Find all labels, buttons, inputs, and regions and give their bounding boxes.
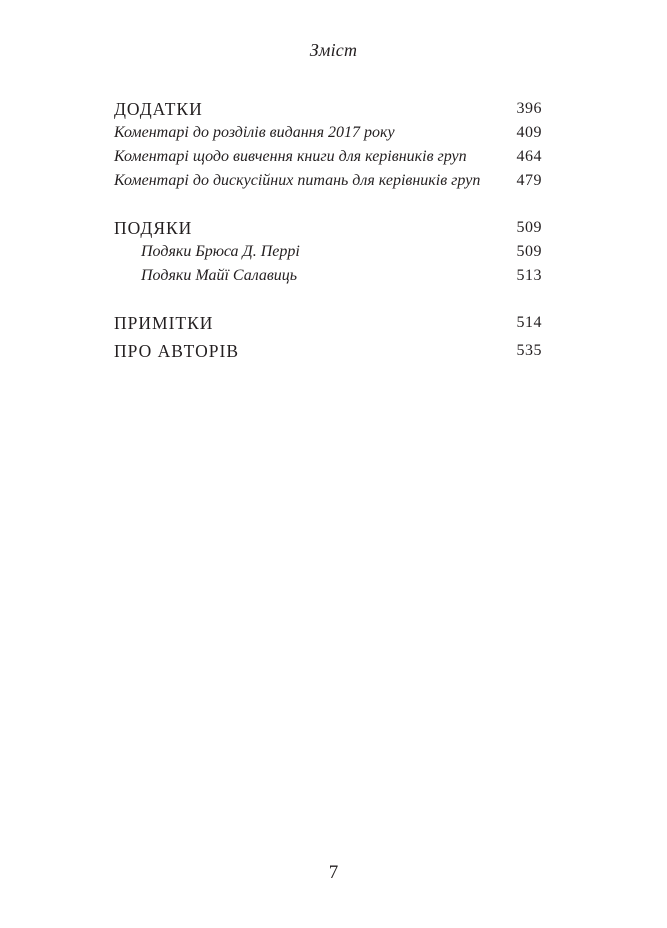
toc-entry-page: 535 xyxy=(516,342,542,359)
toc-entry-page: 396 xyxy=(516,100,542,117)
toc-entry-page: 509 xyxy=(516,219,542,236)
toc-subentry-label: Коментарі до дискусійних питань для керівників груп xyxy=(114,172,481,189)
toc-subentry-discussion-comments[interactable] xyxy=(114,169,542,193)
toc-subentry-szalavitz-acknowledgments[interactable] xyxy=(114,264,542,288)
toc-subentry-label: Подяки Брюса Д. Перрі xyxy=(141,243,300,260)
toc-entry-label: ПОДЯКИ xyxy=(114,218,193,238)
toc-subentry-label: Коментарі щодо вивчення книги для керівників груп xyxy=(114,148,467,165)
toc-section-appendices xyxy=(114,97,542,193)
toc-entry-label: ПРИМІТКИ xyxy=(114,313,214,333)
toc-subentry-page: 409 xyxy=(516,124,542,141)
toc-entry-acknowledgments[interactable] xyxy=(114,216,542,240)
toc-subentry-page: 513 xyxy=(516,267,542,284)
toc-subentry-page: 479 xyxy=(516,172,542,189)
toc-subentry-label: Подяки Майї Салавиць xyxy=(141,267,298,284)
table-of-contents xyxy=(114,97,542,386)
toc-entry-notes[interactable] xyxy=(114,311,542,335)
toc-entry-label: ДОДАТКИ xyxy=(114,99,203,119)
toc-section-about-authors xyxy=(114,339,542,363)
toc-entry-about-authors[interactable] xyxy=(114,339,542,363)
toc-entry-appendices[interactable] xyxy=(114,97,542,121)
toc-subentry-page: 464 xyxy=(516,148,542,165)
toc-subentry-perry-acknowledgments[interactable] xyxy=(114,240,542,264)
page-number: 7 xyxy=(328,862,339,883)
toc-subentry-study-comments[interactable] xyxy=(114,145,542,169)
toc-section-acknowledgments xyxy=(114,216,542,288)
toc-subentry-label: Коментарі до розділів видання 2017 року xyxy=(114,124,395,141)
toc-entry-page: 514 xyxy=(516,314,542,331)
toc-subentry-chapter-comments[interactable] xyxy=(114,121,542,145)
toc-entry-label: ПРО АВТОРІВ xyxy=(114,341,240,361)
toc-subentry-page: 509 xyxy=(516,243,542,260)
running-head: Зміст xyxy=(309,40,358,60)
toc-section-notes xyxy=(114,311,542,335)
